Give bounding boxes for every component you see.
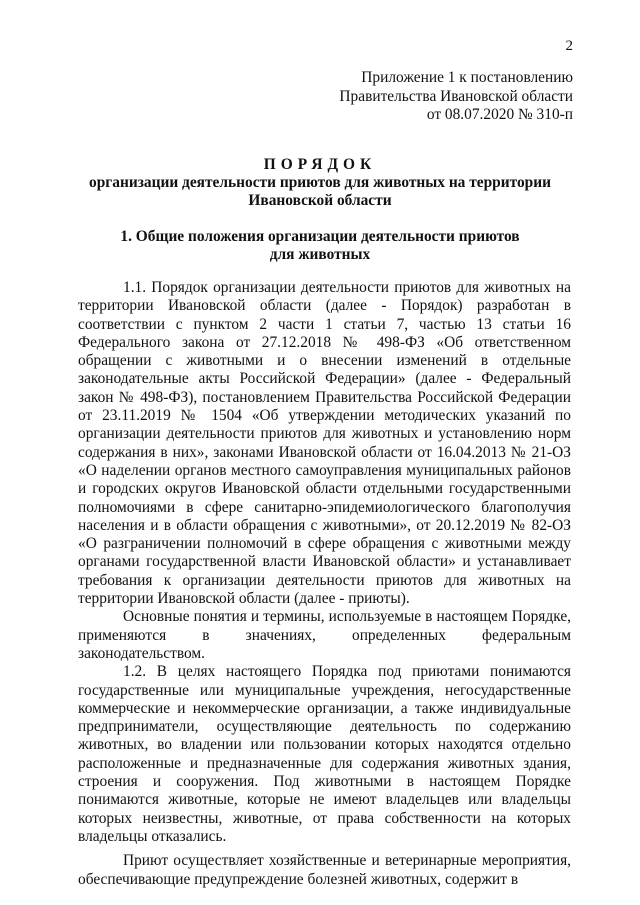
section-1-line-1: 1. Общие положения организации деятельности приютов xyxy=(120,228,520,245)
paragraph-shelter-duties: Приют осуществляет хозяйственные и ветеринарные мероприятия, обеспечивающие предупреждение болезней животных, содержит в xyxy=(78,852,571,888)
title-heading: ПОРЯДОК xyxy=(263,156,377,173)
body-text xyxy=(78,279,571,889)
document-title xyxy=(0,156,640,210)
paragraph-1-1: 1.1. Порядок организации деятельности приютов для животных на территории Ивановской области (далее - Порядок) разработан в соответствии с пунктом 2 части 1 статьи 7, частью 13 статьи 16 Федерального закона от 27.12.2018 № 498-ФЗ «Об ответственном обращении с животными и о внесении изменений в отдельные законодательные акты Российской Федерации» (далее - Федеральный закон № 498-ФЗ), постановлением Правительства Российской Федерации от 23.11.2019 № 1504 «Об утверждении методических указаний по организации деятельности приютов для животных и установлению норм содержания в них», законами Ивановской области от 16.04.2013 № 21-ОЗ «О наделении органов местного самоуправления муниципальных районов и городских округов Ивановской области отдельными государственными полномочиями в сфере санитарно-эпидемиологического благополучия населения и в области обращения с животными», от 20.12.2019 № 82-ОЗ «О разграничении полномочий в сфере обращения с животными между органами государственной власти Ивановской области» и устанавливает требования к организации деятельности приютов для животных на территории Ивановской области (далее - приюты). xyxy=(78,279,571,608)
appendix-line-1: Приложение 1 к постановлению xyxy=(361,69,573,86)
section-1-line-2: для животных xyxy=(269,246,371,263)
paragraph-definitions: Основные понятия и термины, используемые в настоящем Порядке, применяются в значениях, определенных федеральным законодательством. xyxy=(78,608,571,662)
appendix-line-2: Правительства Ивановской области xyxy=(339,87,573,105)
page-number: 2 xyxy=(565,38,573,54)
title-line-1: организации деятельности приютов для животных на территории xyxy=(89,174,551,191)
paragraph-1-2: 1.2. В целях настоящего Порядка под приютами понимаются государственные или муниципальные учреждения, негосударственные коммерческие и некоммерческие организации, а также индивидуальные предприниматели, осуществляющие деятельность по содержанию животных, во владении или пользовании которых находятся отдельно расположенные и предназначенные для содержания животных здания, строения и сооружения. Под животными в настоящем Порядке понимаются животные, которые не имеют владельцев или владельцы которых неизвестны, животные, от права собственности на которых владельцы отказались. xyxy=(78,663,571,845)
section-1-heading xyxy=(0,228,640,264)
appendix-header xyxy=(339,69,573,125)
title-line-2: Ивановской области xyxy=(248,192,392,209)
appendix-line-3: от 08.07.2020 № 310-п xyxy=(426,106,573,123)
